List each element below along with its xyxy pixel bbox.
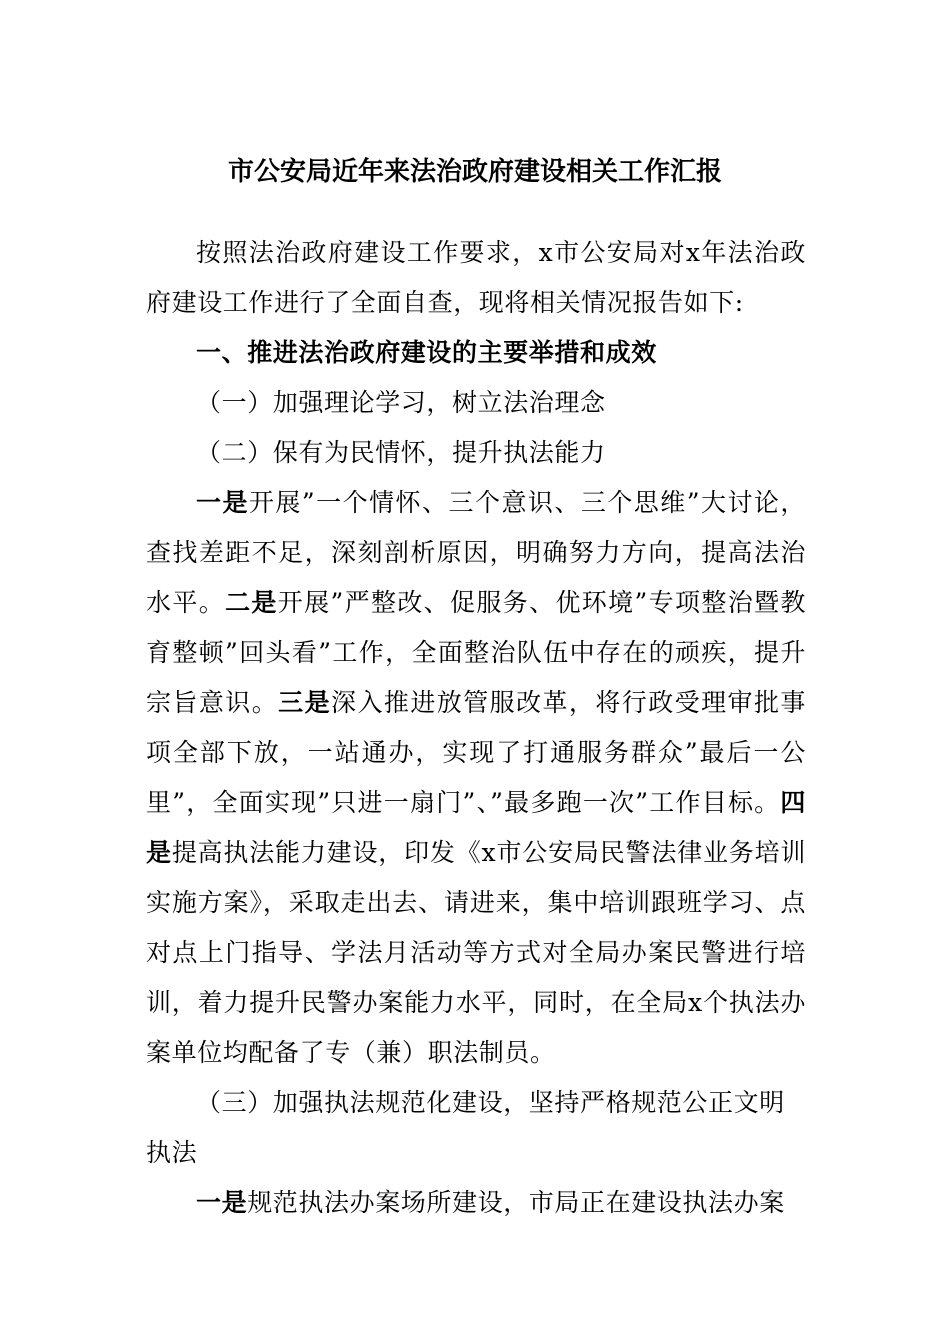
point-lead-5: 一是 bbox=[196, 1188, 248, 1217]
point-text-3: 深入推进放管服改革，将行政受理审批事项全部下放，一站通办，实现了打通服务群众”最后一公里”，全面实现”只进一扇门”、”最多跑一次”工作目标。 bbox=[146, 688, 806, 817]
document-title: 市公安局近年来法治政府建设相关工作汇报 bbox=[227, 157, 722, 187]
subsection-heading-3: （三）加强执法规范化建设，坚持严格规范公正文明执法 bbox=[146, 1088, 785, 1167]
subsection-3-paragraph bbox=[146, 1178, 806, 1228]
point-lead-3: 三是 bbox=[278, 688, 332, 717]
point-text-5: 规范执法办案场所建设，市局正在建设执法办案 bbox=[247, 1188, 785, 1217]
point-lead-1: 一是 bbox=[196, 488, 249, 517]
point-lead-4: 四是 bbox=[146, 788, 806, 867]
point-text-2: 开展”严整改、促服务、优环境”专项整治暨教育整顿”回头看”工作，全面整治队伍中存在的顽疾，提升宗旨意识。 bbox=[146, 588, 806, 717]
section-heading-1: 一、推进法治政府建设的主要举措和成效 bbox=[196, 338, 657, 367]
point-text-4: 提高执法能力建设，印发《x市公安局民警法律业务培训实施方案》，采取走出去、请进来，集中培训跟班学习、点对点上门指导、学法月活动等方式对全局办案民警进行培训，着力提升民警办案能力水平，同时，在全局x个执法办案单位均配备了专（兼）职法制员。 bbox=[146, 838, 806, 1067]
point-text-1: 开展”一个情怀、三个意识、三个思维”大讨论，查找差距不足，深刻剖析原因，明确努力方向，提高法治水平。 bbox=[146, 488, 807, 617]
subsection-2-paragraph bbox=[146, 478, 806, 1078]
subsection-heading-2: （二）保有为民情怀，提升执法能力 bbox=[196, 438, 606, 467]
intro-paragraph: 按照法治政府建设工作要求，x市公安局对x年法治政府建设工作进行了全面自查，现将相关情况报告如下: bbox=[146, 238, 806, 317]
point-lead-2: 二是 bbox=[225, 588, 278, 617]
document-body bbox=[146, 228, 806, 1228]
subsection-heading-1: （一）加强理论学习，树立法治理念 bbox=[196, 388, 606, 417]
